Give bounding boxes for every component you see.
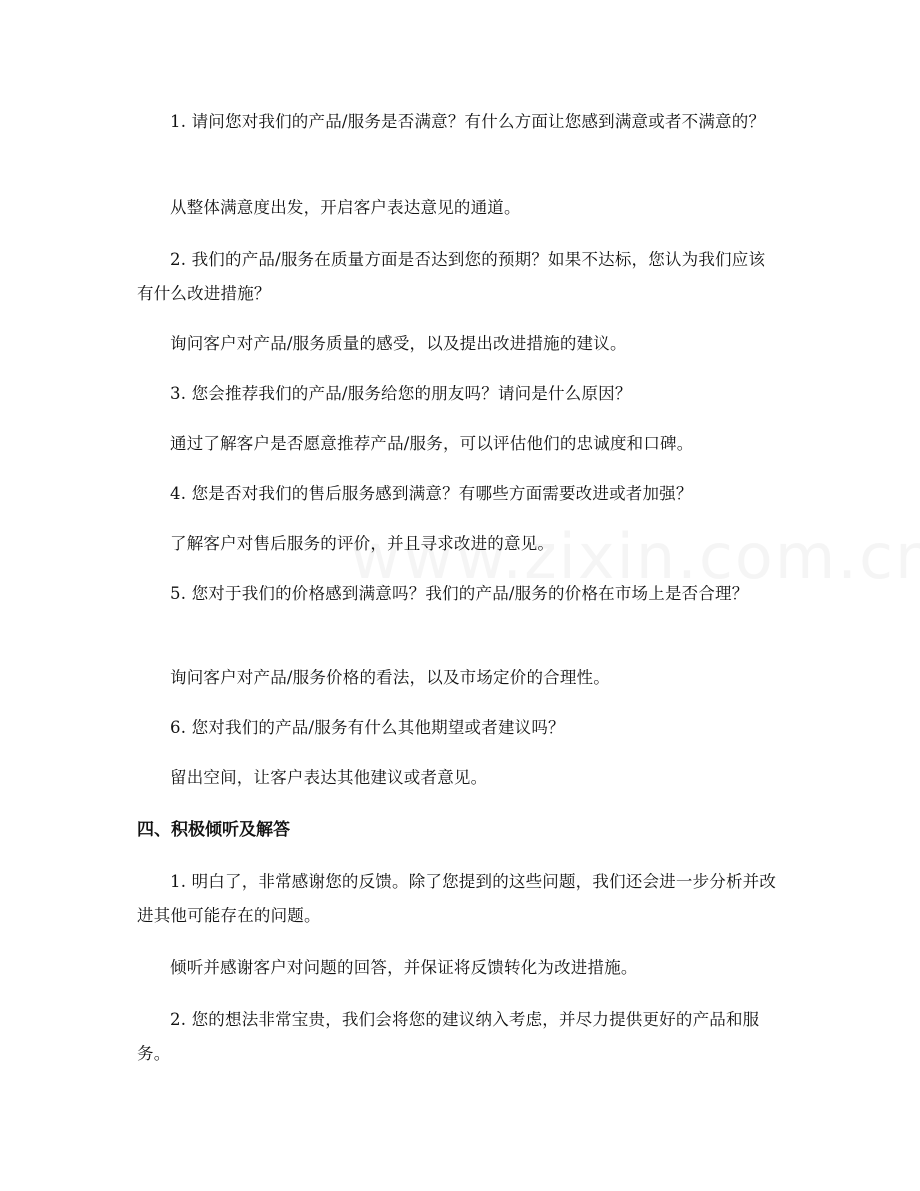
note-4: 了解客户对售后服务的评价，并且寻求改进的意见。 xyxy=(170,534,555,553)
answer-note-1: 倾听并感谢客户对问题的回答，并保证将反馈转化为改进措施。 xyxy=(170,958,638,977)
note-3: 通过了解客户是否愿意推荐产品/服务，可以评估他们的忠诚度和口碑。 xyxy=(170,434,694,453)
question-6: 6. 您对我们的产品/服务有什么其他期望或者建议吗？ xyxy=(170,718,565,737)
question-3: 3. 您会推荐我们的产品/服务给您的朋友吗？请问是什么原因？ xyxy=(170,384,632,403)
question-1: 1. 请问您对我们的产品/服务是否满意？有什么方面让您感到满意或者不满意的？ xyxy=(170,112,766,131)
question-4: 4. 您是否对我们的售后服务感到满意？有哪些方面需要改进或者加强？ xyxy=(170,484,693,503)
note-1: 从整体满意度出发，开启客户表达意见的通道。 xyxy=(170,198,521,217)
note-2: 询问客户对产品/服务质量的感受，以及提出改进措施的建议。 xyxy=(170,334,627,353)
question-2: 2. 我们的产品/服务在质量方面是否达到您的预期？如果不达标，您认为我们应该有什么改进措施？ xyxy=(137,250,766,303)
note-5: 询问客户对产品/服务价格的看法，以及市场定价的合理性。 xyxy=(170,668,610,687)
question-5: 5. 您对于我们的价格感到满意吗？我们的产品/服务的价格在市场上是否合理？ xyxy=(170,584,749,603)
answer-1: 1. 明白了，非常感谢您的反馈。除了您提到的这些问题，我们还会进一步分析并改进其他可能存在的问题。 xyxy=(137,872,777,925)
section-heading: 四、积极倾听及解答 xyxy=(137,820,290,840)
note-6: 留出空间，让客户表达其他建议或者意见。 xyxy=(170,768,488,787)
answer-2: 2. 您的想法非常宝贵，我们会将您的建议纳入考虑，并尽力提供更好的产品和服务。 xyxy=(137,1010,760,1063)
